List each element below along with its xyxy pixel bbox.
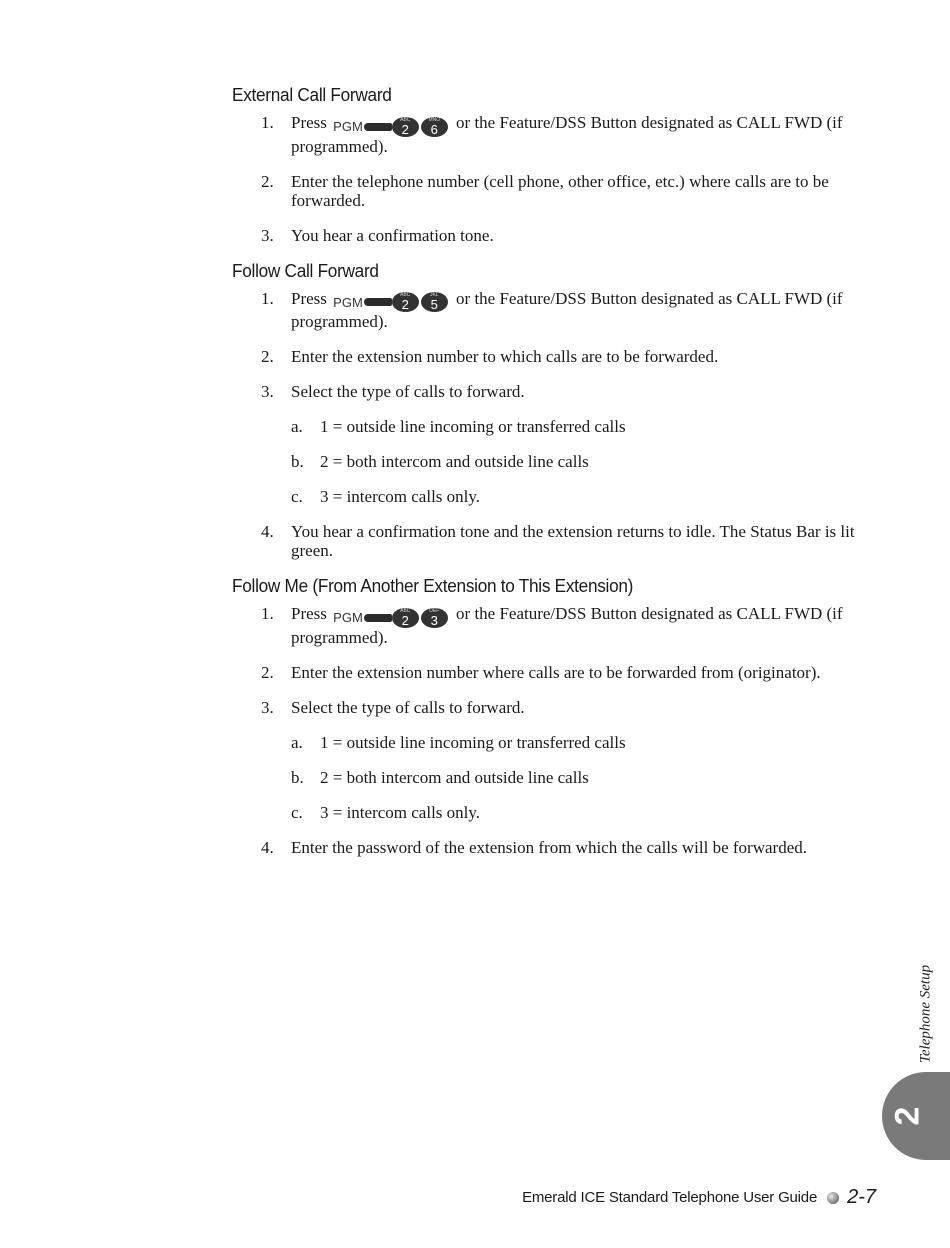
step <box>232 522 872 560</box>
step-number: 2. <box>261 662 274 682</box>
dial-key-letters: JKL <box>429 292 439 298</box>
sub-step-text: 3 = intercom calls only. <box>320 487 481 506</box>
dial-key-letters: ABC <box>400 116 411 123</box>
sub-step-text: 2 = both intercom and outside line calls <box>320 767 589 787</box>
chapter-tab <box>882 1072 950 1160</box>
sub-step <box>232 768 872 787</box>
step-number: 1. <box>261 604 274 623</box>
step-text: You hear a confirmation tone. <box>291 225 494 245</box>
dial-key-digit: 2 <box>401 612 409 628</box>
page-content <box>232 84 872 857</box>
section-heading-follow-call-forward: Follow Call Forward <box>232 259 379 281</box>
step-text: Enter the extension number to which calls are to be forwarded. <box>291 347 719 366</box>
key-sequence <box>333 117 448 137</box>
page-footer <box>522 1186 876 1209</box>
key-sequence <box>333 608 448 628</box>
sub-step <box>232 733 872 752</box>
pgm-key-label: PGM <box>333 610 363 625</box>
step <box>232 226 872 245</box>
sub-step-text: 3 = intercom calls only. <box>320 802 481 822</box>
dial-key-icon <box>421 608 448 628</box>
dial-key-icon <box>392 117 419 137</box>
step-number: 2. <box>261 347 274 366</box>
sub-step-text: 1 = outside line incoming or transferred calls <box>320 417 626 436</box>
dial-key-letters: MNO <box>428 116 441 123</box>
sub-step <box>232 803 872 822</box>
step-number: 1. <box>261 113 274 132</box>
dial-key-letters: ABC <box>400 607 411 614</box>
step-number: 3. <box>261 382 274 401</box>
dial-key-icon <box>421 292 448 312</box>
page-number: 2-7 <box>847 1186 876 1208</box>
footer-bullet-icon <box>827 1192 839 1204</box>
dial-key-digit: 6 <box>430 121 438 137</box>
step-number: 2. <box>261 171 274 191</box>
chapter-side-label: Telephone Setup <box>917 964 934 1064</box>
step-text: or the Feature/DSS Button designated as CALL FWD (if programmed). <box>291 604 843 647</box>
steps-list <box>232 289 872 561</box>
sub-step-letter: a. <box>291 417 303 436</box>
dial-key-icon <box>392 608 419 628</box>
dial-key-letters: DEF <box>429 607 440 614</box>
step-text: Enter the telephone number (cell phone, other office, etc.) where calls are to be forwarded. <box>291 171 829 210</box>
step-text: Enter the password of the extension from which the calls will be forwarded. <box>291 837 807 857</box>
step <box>232 604 872 647</box>
dial-key-digit: 2 <box>401 297 409 312</box>
sub-step <box>232 452 872 471</box>
sub-step <box>232 487 872 506</box>
dial-key-digit: 5 <box>430 297 438 312</box>
step <box>232 382 872 401</box>
sub-step-text: 2 = both intercom and outside line calls <box>320 452 589 471</box>
dial-key-icon <box>392 292 419 312</box>
footer-guide-title: Emerald ICE Standard Telephone User Guide <box>522 1189 818 1206</box>
step-text: or the Feature/DSS Button designated as CALL FWD (if programmed). <box>291 113 843 156</box>
step <box>232 838 872 857</box>
section-heading-follow-me: Follow Me (From Another Extension to This Extension) <box>232 575 634 596</box>
step-number: 3. <box>261 697 274 717</box>
step-number: 1. <box>261 288 274 308</box>
dial-key-icon <box>421 117 448 137</box>
step-number: 4. <box>261 837 274 857</box>
steps-list <box>232 604 872 857</box>
pgm-key-icon <box>364 614 392 622</box>
step <box>232 698 872 717</box>
section-heading-external-call-forward: External Call Forward <box>232 84 392 105</box>
pgm-key-icon <box>364 298 392 306</box>
step <box>232 663 872 682</box>
step-press-text: Press <box>291 604 327 623</box>
pgm-key-label: PGM <box>333 119 363 134</box>
step <box>232 113 872 156</box>
step-text: Enter the extension number where calls are to be forwarded from (originator). <box>291 662 821 682</box>
steps-list <box>232 113 872 245</box>
dial-key-letters: ABC <box>400 292 411 298</box>
step-number: 3. <box>261 225 274 245</box>
sub-step-letter: c. <box>291 802 303 822</box>
step-number: 4. <box>261 522 274 541</box>
key-sequence <box>333 292 448 312</box>
step-press-text: Press <box>291 288 327 308</box>
step-text: Select the type of calls to forward. <box>291 382 525 401</box>
sub-step-text: 1 = outside line incoming or transferred calls <box>320 732 626 752</box>
step <box>232 289 872 332</box>
step-text: or the Feature/DSS Button designated as CALL FWD (if programmed). <box>291 288 843 331</box>
step-text: Select the type of calls to forward. <box>291 697 525 717</box>
chapter-number: 2 <box>888 1106 927 1126</box>
sub-step-letter: b. <box>291 452 304 471</box>
pgm-key-label: PGM <box>333 294 363 310</box>
step-text: You hear a confirmation tone and the extension returns to idle. The Status Bar is lit green. <box>291 522 855 560</box>
step <box>232 347 872 366</box>
sub-step-letter: c. <box>291 487 303 506</box>
sub-step-letter: a. <box>291 732 303 752</box>
step <box>232 172 872 210</box>
sub-step-letter: b. <box>291 767 304 787</box>
step-press-text: Press <box>291 113 327 132</box>
dial-key-digit: 2 <box>401 121 409 137</box>
dial-key-digit: 3 <box>430 612 438 628</box>
sub-step <box>232 417 872 436</box>
pgm-key-icon <box>364 123 392 131</box>
